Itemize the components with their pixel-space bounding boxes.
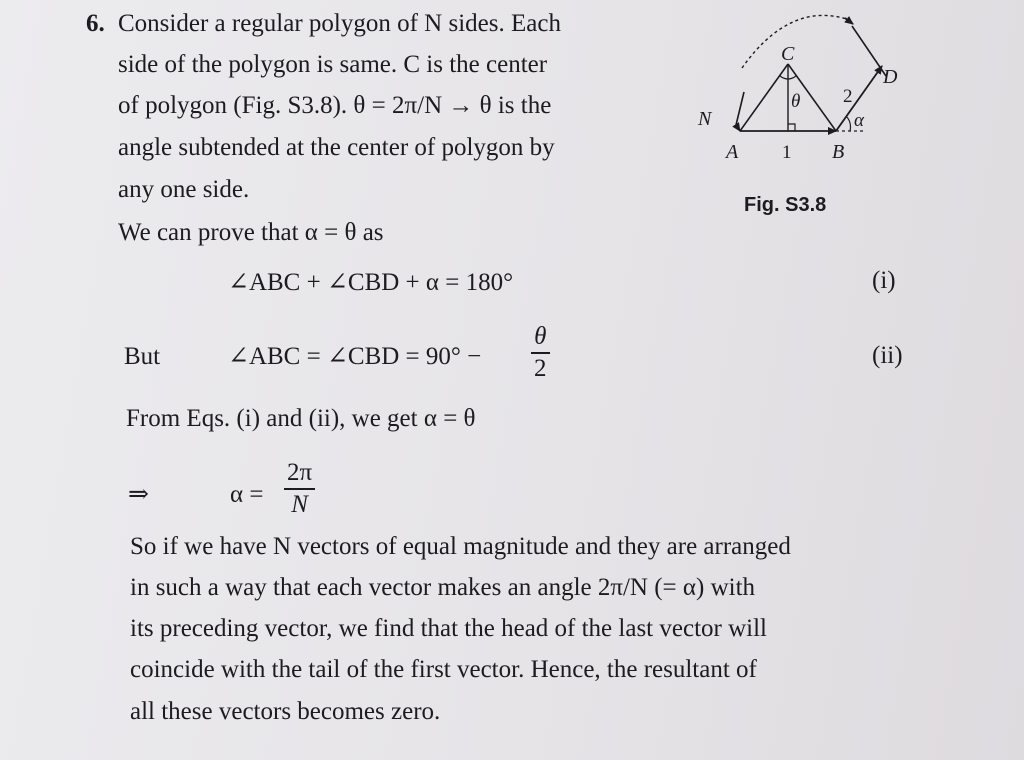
equation-ii-tag: (ii) (872, 342, 903, 369)
problem-line-6: We can prove that α = θ as (118, 219, 384, 246)
theta-over-2-fraction (531, 322, 550, 384)
equation-i: ∠ABC + ∠CBD + α = 180° (228, 269, 514, 296)
conclusion-line-1: So if we have N vectors of equal magnitude and they are arranged (130, 533, 791, 560)
dashed-arc (742, 15, 850, 68)
two-pi-over-n-fraction (284, 458, 315, 520)
conclusion-line-2: in such a way that each vector makes an angle 2π/N (= α) with (130, 574, 756, 601)
label-2: 2 (843, 86, 853, 107)
fraction-denominator: 2 (534, 355, 547, 382)
from-eqs-line: From Eqs. (i) and (ii), we get α = θ (126, 405, 476, 432)
fraction-denominator: N (291, 491, 308, 518)
conclusion-line-3: its preceding vector, we find that the head of the last vector will (130, 615, 767, 642)
problem-number: 6. (86, 10, 105, 37)
alpha-lhs: α = (230, 481, 264, 508)
equation-ii-lhs: ∠ABC = ∠CBD = 90° − (228, 343, 482, 370)
figure-caption: Fig. S3.8 (744, 194, 827, 216)
problem-line-3: of polygon (Fig. S3.8). θ = 2π/N → θ is the (118, 92, 552, 119)
equation-ii-prefix: But (124, 343, 161, 370)
vector-segment-left (736, 92, 744, 125)
label-D: D (883, 66, 898, 88)
label-B: B (832, 141, 845, 163)
fraction-numerator: 2π (287, 459, 313, 486)
label-theta: θ (791, 91, 801, 112)
problem-line-5: any one side. (118, 176, 250, 203)
side-CA (740, 64, 788, 131)
label-1: 1 (782, 142, 792, 163)
problem-line-2: side of the polygon is same. C is the center (118, 51, 548, 78)
vector-N (736, 125, 740, 131)
right-angle-mark (788, 124, 795, 131)
conclusion-line-5: all these vectors becomes zero. (130, 698, 441, 725)
fraction-numerator: θ (534, 323, 547, 350)
implies-symbol: ⇒ (128, 481, 149, 508)
problem-line-4: angle subtended at the center of polygon by (118, 134, 555, 161)
polygon-vector-figure (690, 0, 920, 170)
equation-i-tag: (i) (872, 267, 896, 294)
label-C: C (781, 43, 795, 65)
label-alpha: α (854, 110, 864, 131)
alpha-arc (846, 116, 851, 131)
label-A: A (726, 141, 739, 163)
problem-line-1: Consider a regular polygon of N sides. Each (118, 10, 561, 37)
arc-arrow (845, 18, 853, 24)
conclusion-line-4: coincide with the tail of the first vector. Hence, the resultant of (130, 656, 757, 683)
label-N: N (698, 108, 712, 130)
